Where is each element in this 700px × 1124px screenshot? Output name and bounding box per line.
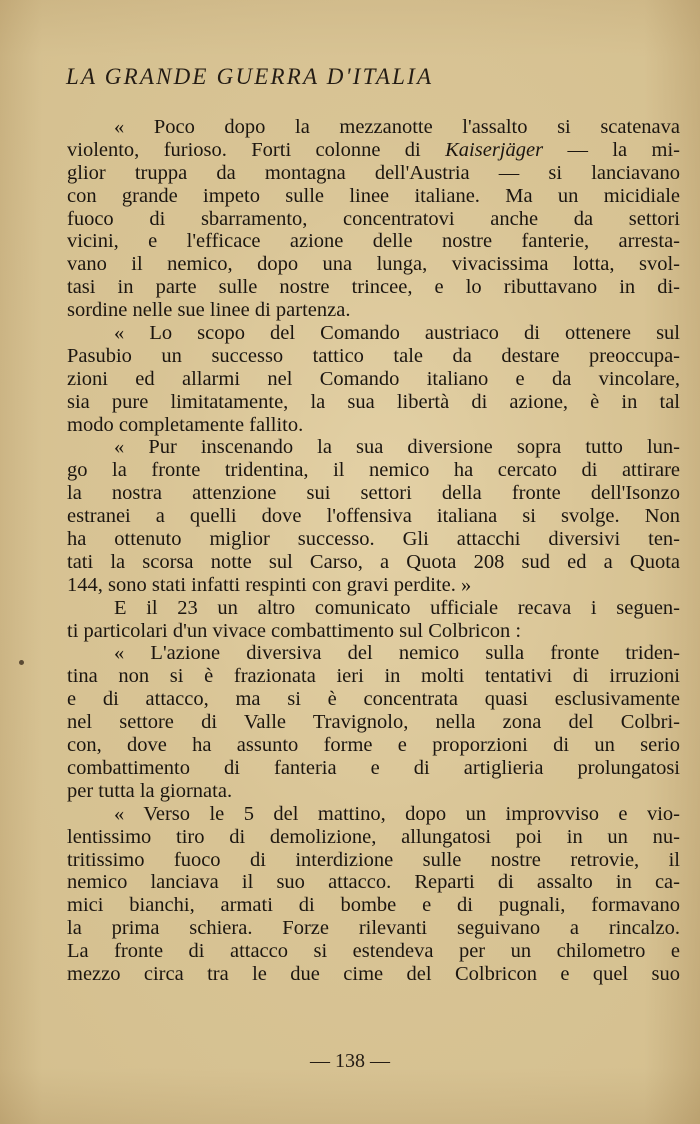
text-line: sordine nelle sue linee di partenza. <box>67 299 351 322</box>
text-line: « Verso le 5 del mattino, dopo un improvviso e vio- <box>114 802 680 825</box>
text-line: sia pure limitatamente, la sua libertà di azione, è in tal <box>67 390 680 413</box>
text-line: ha ottenuto miglior successo. Gli attacchi diversivi ten- <box>67 528 680 551</box>
text-line: tina non si è frazionata ieri in molti tentativi di irruzioni <box>67 665 680 688</box>
text-line: tati la scorsa notte sul Carso, a Quota 208 sud ed a Quota <box>67 550 680 573</box>
text-line: e di attacco, ma si è concentrata quasi esclusivamente <box>67 688 680 711</box>
text-line: fuoco di sbarramento, concentratovi anche da settori <box>67 207 680 230</box>
margin-ink-spot <box>19 660 24 665</box>
text-line: Pasubio un successo tattico tale da destare preoccupa- <box>67 344 680 367</box>
text-line: vano il nemico, dopo una lunga, vivacissima lotta, svol- <box>67 253 680 276</box>
text-line: zioni ed allarmi nel Comando italiano e da vincolare, <box>67 367 680 390</box>
text-line: estranei a quelli dove l'offensiva italiana si svolge. Non <box>67 505 680 528</box>
text-line: modo completamente fallito. <box>67 413 304 436</box>
text-line: « L'azione diversiva del nemico sulla fronte triden- <box>114 642 680 665</box>
page-number: — 138 — <box>310 1050 390 1072</box>
text-line: lentissimo tiro di demolizione, allungatosi poi in un nu- <box>67 825 680 848</box>
text-line: mezzo circa tra le due cime del Colbricon e quel suo <box>67 962 680 985</box>
text-line: vicini, e l'efficace azione delle nostre fanterie, arresta- <box>67 230 680 253</box>
text-line: ti particolari d'un vivace combattimento sul Colbricon : <box>67 619 522 642</box>
text-line: la prima schiera. Forze rilevanti seguivano a rincalzo. <box>67 917 680 940</box>
text-line: 144, sono stati infatti respinti con gravi perdite. » <box>67 573 472 596</box>
body-text <box>67 116 680 986</box>
text-line: « Lo scopo del Comando austriaco di ottenere sul <box>114 322 680 345</box>
text-line: per tutta la giornata. <box>67 779 233 802</box>
text-line: nel settore di Valle Travignolo, nella zona del Colbri- <box>67 711 680 734</box>
text-line: go la fronte tridentina, il nemico ha cercato di attirare <box>67 459 680 482</box>
text-line: nemico lanciava il suo attacco. Reparti di assalto in ca- <box>67 871 680 894</box>
text-line: E il 23 un altro comunicato ufficiale recava i seguen- <box>114 596 680 619</box>
text-line: « Pur inscenando la sua diversione sopra tutto lun- <box>114 436 680 459</box>
text-line: mici bianchi, armati di bombe e di pugnali, formavano <box>67 894 680 917</box>
text-line: combattimento di fanteria e di artiglieria prolungatosi <box>67 756 680 779</box>
text-line: tritissimo fuoco di interdizione sulle nostre retrovie, il <box>67 848 680 871</box>
text-line: violento, furioso. Forti colonne di Kaiserjäger — la mi- <box>67 138 680 161</box>
text-line: La fronte di attacco si estendeva per un chilometro e <box>67 940 680 963</box>
text-line: la nostra attenzione sui settori della fronte dell'Isonzo <box>67 482 680 505</box>
text-line: con, dove ha assunto forme e proporzioni di un serio <box>67 734 680 757</box>
running-head: LA GRANDE GUERRA D'ITALIA <box>66 64 434 89</box>
text-line: glior truppa da montagna dell'Austria — si lanciavano <box>67 161 680 184</box>
text-line: « Poco dopo la mezzanotte l'assalto si scatenava <box>114 116 680 138</box>
text-line: con grande impeto sulle linee italiane. Ma un micidiale <box>67 184 680 207</box>
text-line: tasi in parte sulle nostre trincee, e lo ributtavano in di- <box>67 276 680 299</box>
